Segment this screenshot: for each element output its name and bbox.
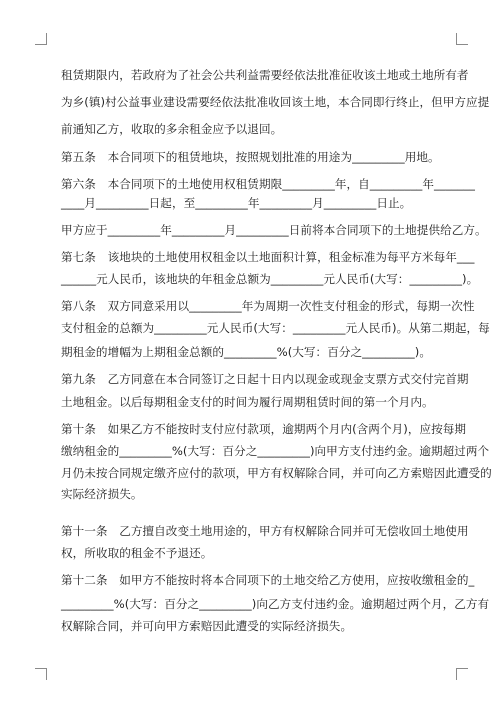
text-line: 第十一条 乙方擅自改变土地用途的，甲方有权解除合同并可无偿收回土地使用 (61, 524, 469, 538)
text-line: 租赁期限内，若政府为了社会公共利益需要经依法批准征收该土地或土地所有者 (61, 68, 469, 82)
text-line: 支付租金的总额为_________元人民币(大写：_________元人民币)。从第二期起，每 (61, 321, 490, 335)
crop-mark-top-left (35, 33, 47, 45)
text-line: 权，所收取的租金不予退还。 (61, 546, 213, 560)
text-line: 前通知乙方，收取的多余租金应予以退回。 (61, 122, 283, 136)
text-line: 期租金的增幅为上期租金总额的_________%(大写：百分之_________)。 (61, 345, 431, 359)
text-line: 第九条 乙方同意在本合同签订之日起十日内以现金或现金支票方式交付完首期 (61, 372, 469, 386)
text-line: 缴纳租金的_________%(大写：百分之_________)向甲方支付违约金。逾期超过两个 (61, 444, 490, 458)
crop-mark-top-right (456, 33, 468, 45)
text-line: ____月_________日起，至_________年_________月_________日止。 (61, 196, 412, 210)
crop-mark-bottom-right (456, 668, 468, 680)
text-line: 权解除合同，并可向甲方索赔因此遭受的实际经济损失。 (61, 619, 353, 633)
text-line: 实际经济损失。 (61, 487, 143, 501)
text-line: ______元人民币，该地块的年租金总额为_________元人民币(大写：_________)。 (61, 272, 479, 286)
text-line: 月仍未按合同规定缴齐应付的款项，甲方有权解除合同，并可向乙方索赔因此遭受的 (61, 466, 492, 480)
text-line: _________%(大写：百分之_________)向乙方支付违约金。逾期超过两个月，乙方有 (61, 597, 490, 611)
text-line: 第十条 如果乙方不能按时支付应付款项，逾期两个月内(含两个月)，应按每期 (61, 422, 467, 436)
text-line: 第六条 本合同项下的土地使用权租赁期限_________年，自_________年_______ (61, 177, 475, 191)
text-line: 甲方应于_________年_________月_________日前将本合同项下的土地提供给乙方。 (61, 223, 487, 237)
text-line: 第五条 本合同项下的租赁地块，按照规划批准的用途为_________用地。 (61, 150, 440, 164)
text-line: 第七条 该地块的土地使用权租金以土地面积计算，租金标准为每平方米每年___ (61, 250, 475, 264)
text-line: 为乡(镇)村公益事业建设需要经依法批准收回该土地，本合同即行终止，但甲方应提 (61, 95, 490, 109)
text-line: 土地租金。以后每期租金支付的时间为履行周期租赁时间的第一个月内。 (61, 395, 434, 409)
text-line: 第十二条 如甲方不能按时将本合同项下的土地交给乙方使用，应按收缴租金的_ (61, 573, 475, 587)
crop-mark-bottom-left (35, 668, 47, 680)
text-line: 第八条 双方同意采用以_________年为周期一次性支付租金的形式，每期一次性 (61, 299, 475, 313)
